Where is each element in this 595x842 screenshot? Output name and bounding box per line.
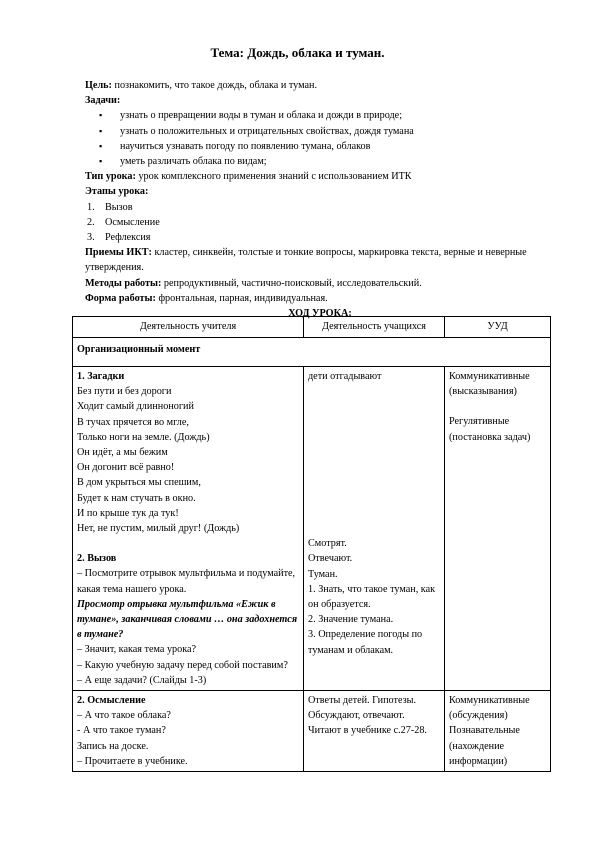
list-text: Рефлексия (105, 232, 151, 244)
riddle-line: В дом укрыться мы спешим, (77, 477, 201, 489)
cartoon-note: Просмотр отрывка мультфильма «Ежик в тумане», заканчивая словами … она задохнется в тумане? (77, 598, 298, 641)
methods-line (85, 276, 555, 291)
lesson-table (72, 316, 551, 772)
teacher-text: - А что такое туман? (77, 725, 166, 737)
teacher-text: – Какую учебную задачу перед собой поставим? (77, 659, 288, 671)
students-cell (304, 367, 445, 691)
goal-text: познакомить, что такое дождь, облака и туман. (111, 80, 318, 91)
list-text: Осмысление (105, 216, 160, 228)
ikt-text: кластер, синквейн, толстые и тонкие вопросы, маркировка текста, верные и неверные утверждения. (85, 247, 527, 274)
comprehension-title: 2. Осмысление (77, 695, 146, 707)
riddle-line: Ходит самый длинноногий (77, 401, 194, 413)
page-title: Тема: Дождь, облака и туман. (210, 45, 385, 60)
list-number: 1. (87, 201, 95, 213)
list-item (85, 215, 555, 230)
riddle-line: Он догонит всё равно! (77, 462, 175, 474)
table-header-row (73, 317, 551, 338)
lesson-plan-header (85, 78, 555, 321)
org-moment: Организационный момент (77, 344, 201, 355)
forms-text: фронтальная, парная, индивидуальная. (155, 292, 328, 304)
list-item: ▪ узнать о положительных и отрицательных свойствах, дождя тумана (85, 124, 555, 139)
uud-text: Коммуникативные (449, 695, 530, 707)
methods-text: репродуктивный, частично-поисковый, исследовательский. (161, 277, 422, 289)
list-item: ▪ узнать о превращении воды в туман и облака и дожди в природе; (85, 108, 555, 123)
uud-cell (445, 367, 551, 691)
riddle-line: И по крыше тук да тук! (77, 507, 179, 519)
teacher-text: – А что такое облака? (77, 710, 171, 722)
org-moment-cell (73, 338, 551, 367)
forms-label: Форма работы: (85, 292, 156, 304)
goal-line (85, 78, 555, 93)
uud-text: (высказывания) (449, 386, 517, 398)
forms-line (85, 291, 555, 306)
list-item (85, 200, 555, 215)
student-text: Отвечают. (308, 553, 353, 565)
uud-text: Познавательные (449, 725, 520, 737)
lesson-type-label: Тип урока: (85, 171, 136, 183)
student-text: Ответы детей. Гипотезы. Обсуждают, отвечают. Читают в учебнике с.27-28. (308, 695, 427, 737)
uud-text: Регулятивные (449, 416, 510, 428)
lesson-type-text: урок комплексного применения знаний с использованием ИТК (135, 171, 412, 183)
student-text: дети отгадывают (308, 371, 382, 382)
goal-label: Цель: (85, 80, 112, 91)
students-cell (304, 691, 445, 772)
riddle-line: Без пути и без дороги (77, 386, 172, 398)
challenge-title: 2. Вызов (77, 553, 117, 565)
list-text: Вызов (105, 201, 133, 213)
uud-text: (постановка задач) (449, 431, 531, 443)
course-heading: ХОД УРОКА: (288, 308, 352, 320)
list-number: 2. (87, 216, 95, 228)
header-uud: УУД (445, 317, 551, 338)
list-item: ▪ уметь различать облака по видам; (85, 154, 555, 169)
tasks-list (85, 108, 555, 169)
methods-label: Методы работы: (85, 277, 162, 289)
teacher-text: – Значит, какая тема урока? (77, 644, 197, 656)
ikt-line (85, 245, 555, 275)
teacher-text: Запись на доске. (77, 740, 149, 752)
riddle-line: Он идёт, а мы бежим (77, 447, 168, 459)
stages-list (85, 200, 555, 246)
riddle-line: Нет, не пустим, милый друг! (Дождь) (77, 523, 240, 535)
student-text: 1. Знать, что такое туман, как он образуется. (308, 583, 436, 611)
uud-text: (нахождение (449, 740, 505, 752)
list-item: ▪ научиться узнавать погоду по появлению тумана, облаков (85, 139, 555, 154)
riddle-line: Только ноги на земле. (Дождь) (77, 431, 210, 443)
student-text: 3. Определение погоды по туманам и облакам. (308, 629, 423, 656)
teacher-cell (73, 691, 304, 772)
riddle-line: Будет к нам стучать в окно. (77, 492, 196, 504)
uud-cell (445, 691, 551, 772)
ikt-label: Приемы ИКТ: (85, 247, 152, 259)
stages-label: Этапы урока: (85, 186, 149, 198)
student-text: Смотрят. (308, 538, 347, 550)
uud-text: информации) (449, 755, 508, 767)
teacher-text: – А еще задачи? (Слайды 1-3) (77, 674, 207, 686)
list-item (85, 230, 555, 245)
student-text: 2. Значение тумана. (308, 614, 394, 626)
uud-text: Коммуникативные (449, 371, 530, 382)
table-row (73, 338, 551, 367)
riddle-line: В тучах прячется во мгле, (77, 416, 189, 428)
teacher-text: – Посмотрите отрывок мультфильма и подумайте, какая тема нашего урока. (77, 568, 296, 595)
table-row (73, 367, 551, 691)
riddles-title: 1. Загадки (77, 371, 125, 382)
lesson-type-line (85, 169, 555, 184)
list-number: 3. (87, 232, 95, 244)
teacher-text: – Прочитаете в учебнике. (77, 755, 188, 767)
header-students: Деятельность учащихся (304, 317, 445, 338)
student-text: Туман. (308, 568, 338, 580)
tasks-label: Задачи: (85, 95, 121, 107)
table-row (73, 691, 551, 772)
teacher-cell (73, 367, 304, 691)
header-teacher: Деятельность учителя (73, 317, 304, 338)
uud-text: (обсуждения) (449, 710, 508, 722)
